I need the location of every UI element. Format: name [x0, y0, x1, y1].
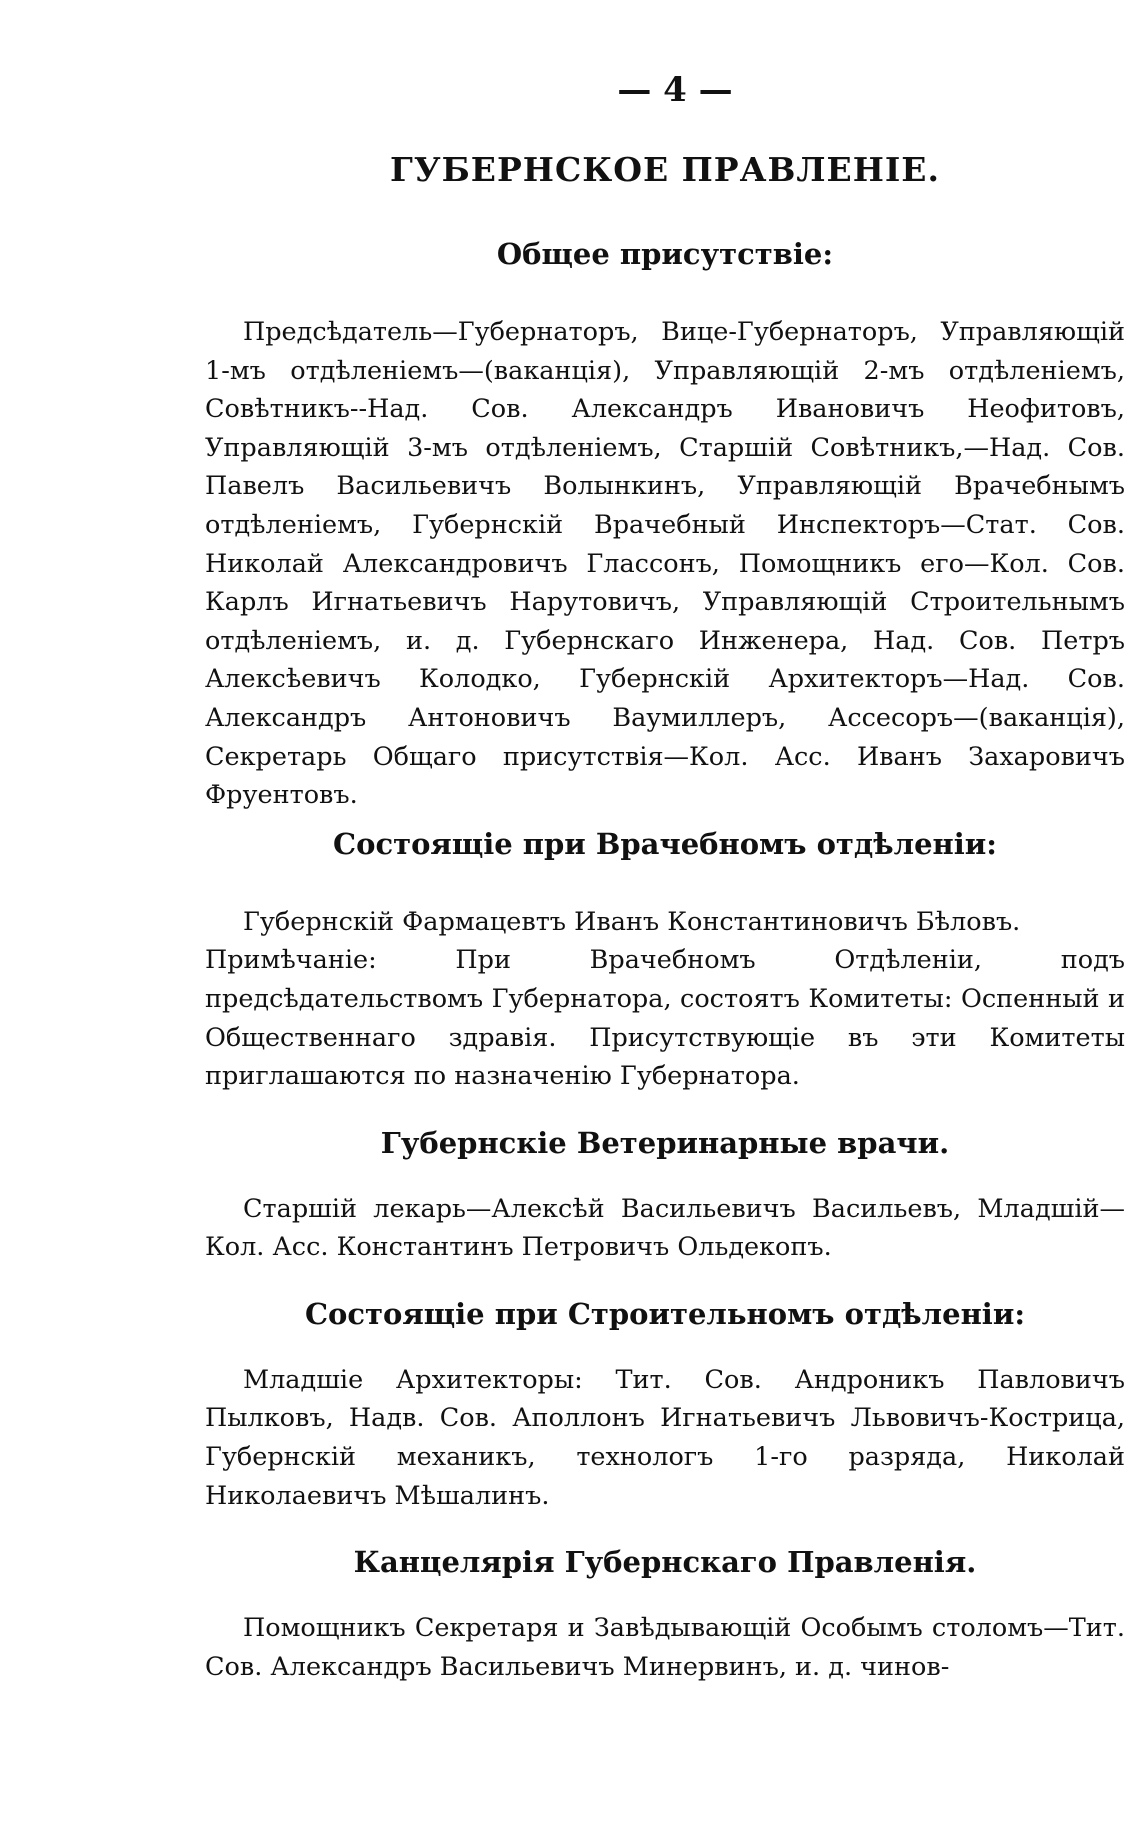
paragraph-general-presence: Предсѣдатель—Губернаторъ, Вице-Губернаторъ, Управляющій 1-мъ отдѣленіемъ—(ваканція), Управляющій 2-мъ отдѣленіемъ, Совѣтникъ--Над. Сов. Александръ Ивановичъ Неофитовъ, Управляющій 3-мъ отдѣленіемъ, Старшій Совѣтникъ,—Над. Сов. Павелъ Васильевичъ Волынкинъ, Управляющій Врачебнымъ отдѣленіемъ, Губернскій Врачебный Инспекторъ—Стат. Сов. Николай Александровичъ Глассонъ, Помощникъ его—Кол. Сов. Карлъ Игнатьевичъ Нарутовичъ, Управляющій Строительнымъ отдѣленіемъ, и. д. Губернскаго Инженера, Над. Сов. Петръ Алексѣевичъ Колодко, Губернскій Архитекторъ—Над. Сов. Александръ Антоновичъ Ваумиллеръ, Ассесоръ—(ваканція), Секретарь Общаго присутствія—Кол. Асс. Иванъ Захаровичъ Фруентовъ.: [205, 317, 1125, 811]
paragraph-chancellery: Помощникъ Секретаря и Завѣдывающій Особымъ столомъ—Тит. Сов. Александръ Васильевичъ Минервинъ, и. д. чинов-: [205, 1613, 1125, 1682]
section-heading-medical-department: Состоящіе при Врачебномъ отдѣленіи:: [333, 826, 997, 861]
paragraph-veterinarians: Старшій лекарь—Алексѣй Васильевичъ Васильевъ, Младшій—Кол. Асс. Константинъ Петровичъ Ольдекопъ.: [205, 1193, 1125, 1263]
page-body: [205, 70, 1125, 1686]
section-heading-construction-department: Состоящіе при Строительномъ отдѣленіи:: [304, 1296, 1026, 1331]
section-heading-chancellery: Канцелярія Губернскаго Правленія.: [353, 1545, 977, 1580]
paragraph-note: Примѣчаніе: При Врачебномъ Отдѣленіи, подъ предсѣдательствомъ Губернатора, состоятъ Комитеты: Оспенный и Общественнаго здравія. Присутствующіе въ эти Комитеты приглашаются по назначенію Губернатора.: [205, 945, 1125, 1092]
page-title: ГУБЕРНСКОЕ ПРАВЛЕНІЕ.: [390, 150, 940, 189]
paragraph-pharmacist: Губернскій Фармацевтъ Иванъ Константиновичъ Бѣловъ.: [243, 906, 1021, 937]
page-number: — 4 —: [617, 70, 733, 110]
section-heading-veterinarians: Губернскіе Ветеринарные врачи.: [380, 1125, 950, 1160]
paragraph-architects: Младшіе Архитекторы: Тит. Сов. Андроникъ Павловичъ Пылковъ, Надв. Сов. Аполлонъ Игнатьевичъ Львовичъ-Кострица, Губернскій механикъ, технологъ 1-го разряда, Николай Николаевичъ Мѣшалинъ.: [205, 1364, 1125, 1511]
section-heading-general-presence: Общее присутствіе:: [496, 237, 834, 271]
